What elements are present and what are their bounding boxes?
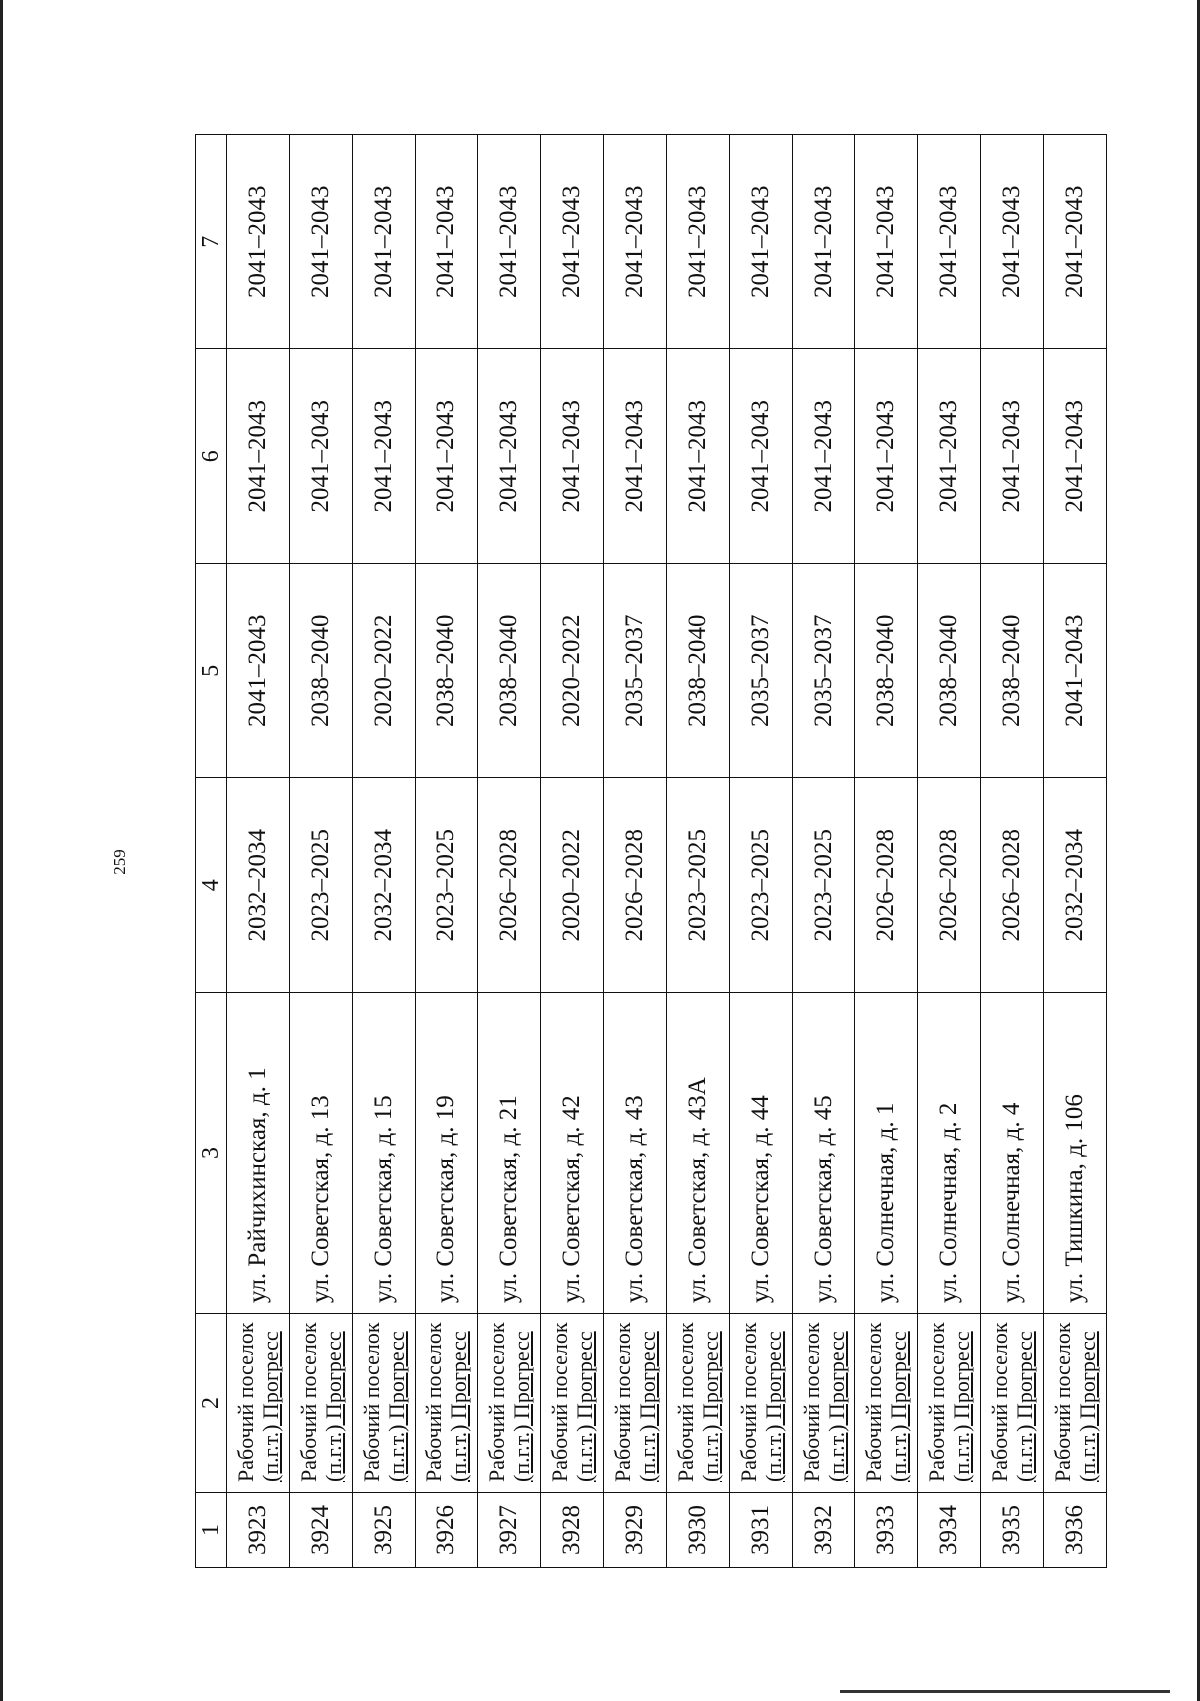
period-col-4: 2032–2034 <box>227 778 290 993</box>
period-col-6: 2041–2043 <box>541 349 604 564</box>
header-cell-3: 3 <box>196 993 227 1314</box>
period-col-4: 2026–2028 <box>981 778 1044 993</box>
locality-line-2: (п.г.т.) Прогресс <box>383 1331 409 1482</box>
period-col-4: 2023–2025 <box>792 778 855 993</box>
locality-line-2: (п.г.т.) Прогресс <box>446 1331 472 1482</box>
address: ул. Советская, д. 43 <box>604 993 667 1314</box>
header-cell-4: 4 <box>196 778 227 993</box>
period-col-5: 2038–2040 <box>918 564 981 779</box>
locality-line-2: (п.г.т.) Прогресс <box>949 1331 975 1482</box>
period-col-4: 2023–2025 <box>729 778 792 993</box>
header-row <box>196 135 227 1568</box>
period-col-5: 2038–2040 <box>855 564 918 779</box>
row-number: 3924 <box>289 1493 352 1568</box>
locality <box>289 1314 352 1493</box>
locality-line-1: Рабочий поселок <box>924 1322 950 1482</box>
locality-line-2: (п.г.т.) Прогресс <box>634 1331 660 1482</box>
locality <box>1043 1314 1106 1493</box>
locality-line-1: Рабочий поселок <box>861 1322 887 1482</box>
address: ул. Райчихинская, д. 1 <box>227 993 290 1314</box>
locality-line-1: Рабочий поселок <box>358 1322 384 1482</box>
table-row <box>918 135 981 1568</box>
period-col-5: 2035–2037 <box>729 564 792 779</box>
locality <box>729 1314 792 1493</box>
locality <box>918 1314 981 1493</box>
period-col-6: 2041–2043 <box>855 349 918 564</box>
period-col-6: 2041–2043 <box>227 349 290 564</box>
address: ул. Советская, д. 15 <box>352 993 415 1314</box>
locality-line-1: Рабочий поселок <box>547 1322 573 1482</box>
period-col-7: 2041–2043 <box>918 135 981 350</box>
table-body <box>227 135 1107 1568</box>
address: ул. Солнечная, д. 1 <box>855 993 918 1314</box>
period-col-6: 2041–2043 <box>729 349 792 564</box>
period-col-7: 2041–2043 <box>289 135 352 350</box>
locality-line-1: Рабочий поселок <box>232 1322 258 1482</box>
locality-line-1: Рабочий поселок <box>295 1322 321 1482</box>
table-row <box>729 135 792 1568</box>
locality-line-1: Рабочий поселок <box>609 1322 635 1482</box>
period-col-4: 2026–2028 <box>604 778 667 993</box>
period-col-6: 2041–2043 <box>415 349 478 564</box>
period-col-7: 2041–2043 <box>855 135 918 350</box>
period-col-4: 2032–2034 <box>1043 778 1106 993</box>
period-col-4: 2026–2028 <box>478 778 541 993</box>
period-col-5: 2038–2040 <box>981 564 1044 779</box>
period-col-7: 2041–2043 <box>604 135 667 350</box>
row-number: 3933 <box>855 1493 918 1568</box>
period-col-4: 2023–2025 <box>415 778 478 993</box>
locality <box>855 1314 918 1493</box>
period-col-4: 2023–2025 <box>666 778 729 993</box>
period-col-7: 2041–2043 <box>415 135 478 350</box>
address: ул. Советская, д. 42 <box>541 993 604 1314</box>
locality-line-2: (п.г.т.) Прогресс <box>1012 1331 1038 1482</box>
locality-line-2: (п.г.т.) Прогресс <box>823 1331 849 1482</box>
locality <box>415 1314 478 1493</box>
row-number: 3934 <box>918 1493 981 1568</box>
schedule-table <box>195 134 1107 1568</box>
period-col-7: 2041–2043 <box>541 135 604 350</box>
locality <box>666 1314 729 1493</box>
period-col-5: 2035–2037 <box>604 564 667 779</box>
scan-edge-left <box>0 0 3 1701</box>
locality-line-1: Рабочий поселок <box>735 1322 761 1482</box>
period-col-6: 2041–2043 <box>981 349 1044 564</box>
row-number: 3925 <box>352 1493 415 1568</box>
table-row <box>541 135 604 1568</box>
page-number: 259 <box>110 849 129 875</box>
period-col-5: 2038–2040 <box>666 564 729 779</box>
period-col-6: 2041–2043 <box>918 349 981 564</box>
period-col-7: 2041–2043 <box>352 135 415 350</box>
period-col-5: 2041–2043 <box>1043 564 1106 779</box>
locality-line-2: (п.г.т.) Прогресс <box>697 1331 723 1482</box>
locality-line-1: Рабочий поселок <box>798 1322 824 1482</box>
period-col-4: 2023–2025 <box>289 778 352 993</box>
table-row <box>478 135 541 1568</box>
row-number: 3928 <box>541 1493 604 1568</box>
period-col-7: 2041–2043 <box>981 135 1044 350</box>
period-col-5: 2020–2022 <box>352 564 415 779</box>
locality-line-2: (п.г.т.) Прогресс <box>320 1331 346 1482</box>
locality-line-1: Рабочий поселок <box>484 1322 510 1482</box>
period-col-6: 2041–2043 <box>604 349 667 564</box>
locality-line-2: (п.г.т.) Прогресс <box>257 1331 283 1482</box>
row-number: 3936 <box>1043 1493 1106 1568</box>
header-cell-6: 6 <box>196 349 227 564</box>
period-col-7: 2041–2043 <box>792 135 855 350</box>
period-col-5: 2041–2043 <box>227 564 290 779</box>
header-cell-7: 7 <box>196 135 227 350</box>
locality-line-2: (п.г.т.) Прогресс <box>1074 1331 1100 1482</box>
locality-line-2: (п.г.т.) Прогресс <box>572 1331 598 1482</box>
table-row <box>415 135 478 1568</box>
table-row <box>792 135 855 1568</box>
locality-line-1: Рабочий поселок <box>987 1322 1013 1482</box>
period-col-7: 2041–2043 <box>1043 135 1106 350</box>
period-col-5: 2035–2037 <box>792 564 855 779</box>
period-col-6: 2041–2043 <box>352 349 415 564</box>
locality-line-2: (п.г.т.) Прогресс <box>886 1331 912 1482</box>
table-row <box>227 135 290 1568</box>
locality-line-1: Рабочий поселок <box>672 1322 698 1482</box>
period-col-5: 2038–2040 <box>478 564 541 779</box>
row-number: 3931 <box>729 1493 792 1568</box>
address: ул. Советская, д. 13 <box>289 993 352 1314</box>
table-row <box>1043 135 1106 1568</box>
locality <box>981 1314 1044 1493</box>
period-col-6: 2041–2043 <box>289 349 352 564</box>
period-col-4: 2026–2028 <box>855 778 918 993</box>
address: ул. Тишкина, д. 106 <box>1043 993 1106 1314</box>
table-wrapper <box>195 134 1107 1568</box>
row-number: 3923 <box>227 1493 290 1568</box>
address: ул. Советская, д. 45 <box>792 993 855 1314</box>
row-number: 3927 <box>478 1493 541 1568</box>
header-cell-5: 5 <box>196 564 227 779</box>
period-col-7: 2041–2043 <box>478 135 541 350</box>
address: ул. Советская, д. 43А <box>666 993 729 1314</box>
row-number: 3930 <box>666 1493 729 1568</box>
table-row <box>855 135 918 1568</box>
locality <box>541 1314 604 1493</box>
table-row <box>604 135 667 1568</box>
table-row <box>666 135 729 1568</box>
row-number: 3932 <box>792 1493 855 1568</box>
locality <box>604 1314 667 1493</box>
period-col-6: 2041–2043 <box>792 349 855 564</box>
locality-line-2: (п.г.т.) Прогресс <box>760 1331 786 1482</box>
address: ул. Солнечная, д. 2 <box>918 993 981 1314</box>
locality-line-1: Рабочий поселок <box>421 1322 447 1482</box>
period-col-5: 2020–2022 <box>541 564 604 779</box>
row-number: 3929 <box>604 1493 667 1568</box>
locality <box>227 1314 290 1493</box>
period-col-4: 2020–2022 <box>541 778 604 993</box>
period-col-7: 2041–2043 <box>227 135 290 350</box>
address: ул. Солнечная, д. 4 <box>981 993 1044 1314</box>
table-row <box>289 135 352 1568</box>
locality-line-2: (п.г.т.) Прогресс <box>509 1331 535 1482</box>
address: ул. Советская, д. 44 <box>729 993 792 1314</box>
scan-mark <box>840 1690 1170 1693</box>
period-col-7: 2041–2043 <box>666 135 729 350</box>
locality <box>352 1314 415 1493</box>
period-col-6: 2041–2043 <box>666 349 729 564</box>
header-cell-2: 2 <box>196 1314 227 1493</box>
period-col-4: 2032–2034 <box>352 778 415 993</box>
period-col-5: 2038–2040 <box>415 564 478 779</box>
period-col-7: 2041–2043 <box>729 135 792 350</box>
header-cell-1: 1 <box>196 1493 227 1568</box>
period-col-6: 2041–2043 <box>478 349 541 564</box>
locality <box>478 1314 541 1493</box>
address: ул. Советская, д. 19 <box>415 993 478 1314</box>
table-row <box>352 135 415 1568</box>
period-col-6: 2041–2043 <box>1043 349 1106 564</box>
row-number: 3935 <box>981 1493 1044 1568</box>
table-row <box>981 135 1044 1568</box>
locality-line-1: Рабочий поселок <box>1049 1322 1075 1482</box>
period-col-5: 2038–2040 <box>289 564 352 779</box>
locality <box>792 1314 855 1493</box>
period-col-4: 2026–2028 <box>918 778 981 993</box>
row-number: 3926 <box>415 1493 478 1568</box>
address: ул. Советская, д. 21 <box>478 993 541 1314</box>
